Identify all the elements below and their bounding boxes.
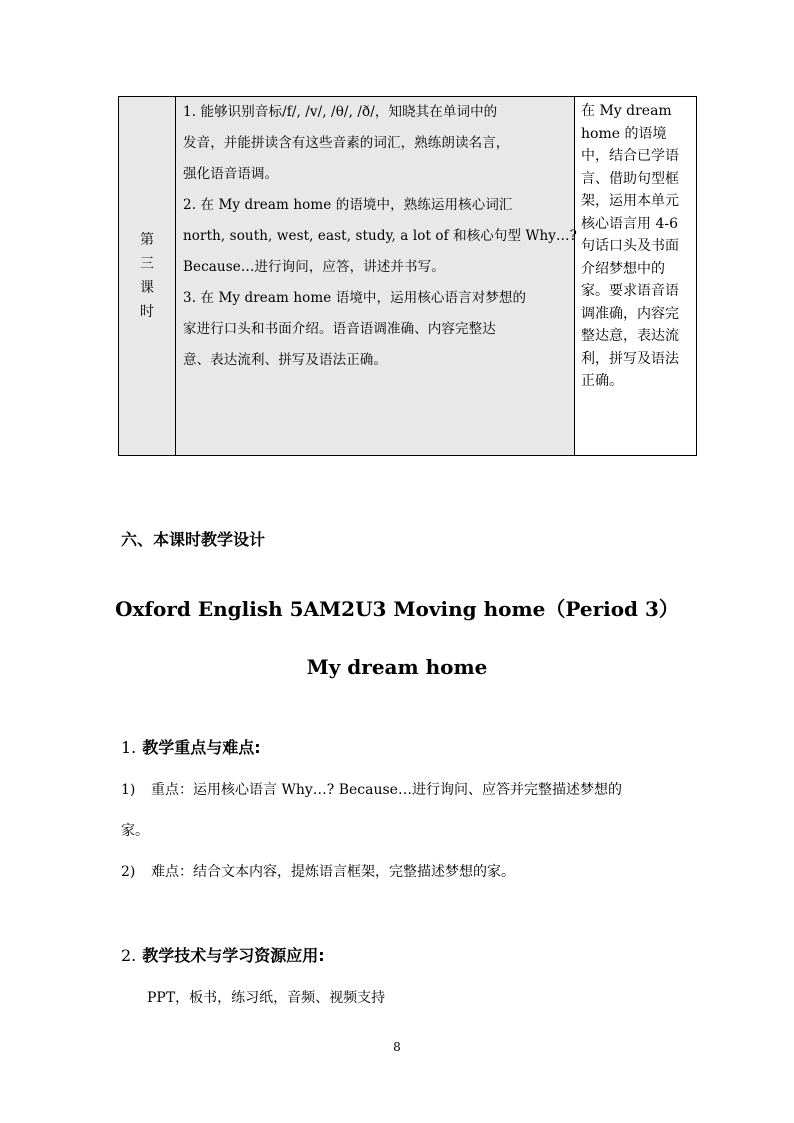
list-item-number: 2) <box>121 864 136 880</box>
objective-line: 强化语音语调。 <box>183 166 279 182</box>
objective-line: 2. 在 My dream home 的语境中，熟练运用核心词汇 <box>183 197 513 213</box>
subsection-heading <box>121 943 325 966</box>
list-item-text: 难点：结合文本内容，提炼语言框架，完整描述梦想的家。 <box>151 864 515 880</box>
objective-line: 发音，并能拼读含有这些音素的词汇，熟练朗读名言， <box>183 135 510 151</box>
subsection-title: 教学技术与学习资源应用: <box>142 946 325 965</box>
objective-line: 意、表达流利、拼写及语法正确。 <box>183 352 387 368</box>
objectives-cell <box>176 97 575 456</box>
objective-line: Because…进行询问，应答，讲述并书写。 <box>183 259 445 275</box>
list-item-text: 重点：运用核心语言 Why…? Because…进行询问、应答并完整描述梦想的 <box>151 782 622 798</box>
objective-line: north, south, west, east, study, a lot of 和核心句型 Why…? <box>183 228 577 244</box>
subsection-title: 教学重点与难点: <box>142 738 261 757</box>
lesson-title: Oxford English 5AM2U3 Moving home（Period 3） <box>115 597 679 621</box>
subsection-heading <box>121 735 261 758</box>
assessment-cell <box>575 97 697 456</box>
list-item-continuation: 家。 <box>121 823 149 839</box>
list-item-number: 1) <box>121 782 136 798</box>
list-item <box>121 861 515 881</box>
list-item <box>121 779 622 799</box>
resources-text: PPT，板书，练习纸，音频、视频支持 <box>147 990 386 1006</box>
objective-line: 3. 在 My dream home 语境中，运用核心语言对梦想的 <box>183 290 527 306</box>
subsection-number: 2. <box>121 946 137 965</box>
table-row <box>119 97 697 456</box>
objective-line: 家进行口头和书面介绍。语音语调准确、内容完整达 <box>183 321 496 337</box>
lesson-subtitle: My dream home <box>306 655 488 679</box>
subsection-number: 1. <box>121 738 137 757</box>
row-label-cell <box>119 97 176 456</box>
objective-line: 1. 能够识别音标/f/, /v/, /θ/, /ð/，知晓其在单词中的 <box>183 104 498 120</box>
row-label: 第三课时 <box>140 232 154 320</box>
page-number: 8 <box>393 1040 401 1054</box>
objectives-table <box>118 96 697 456</box>
assessment-text: 在 My dream home 的语境中，结合已学语言、借助句型框架，运用本单元核心语言用 4-6 句话口头及书面介绍梦想中的家。要求语音语调准确，内容完整达意，表达流利，拼写及语法正确。 <box>581 103 679 389</box>
section-heading: 六、本课时教学设计 <box>121 530 266 549</box>
